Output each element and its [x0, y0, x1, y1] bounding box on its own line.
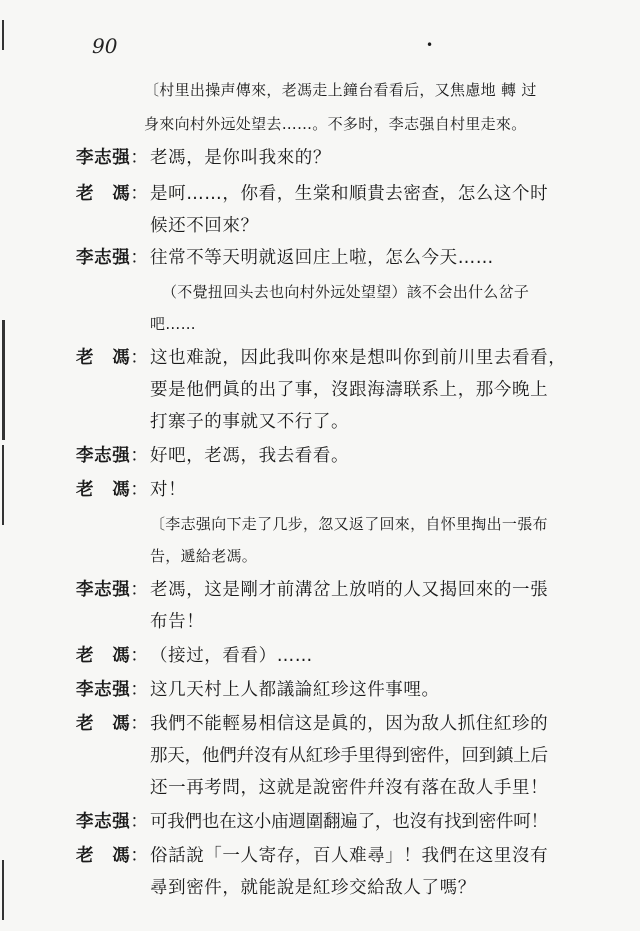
- stage-direction-line: 〔村里出操声傳來，老馮走上鐘台看看后，又焦慮地 轉 过: [144, 81, 537, 99]
- speaker-label: 老 馮：: [76, 646, 149, 666]
- dialogue-line: 打寨子的事就又不行了。: [150, 412, 350, 432]
- speaker-label: 李志强：: [76, 148, 149, 168]
- dialogue-line: 对！: [150, 480, 187, 500]
- stage-direction-line: 身來向村外远处望去……。不多时，李志强自村里走來。: [144, 115, 527, 133]
- stage-direction-line: （不覺扭回头去也向村外远处望望）該不会出什么岔子: [162, 283, 530, 301]
- speaker-label: 李志强：: [76, 680, 149, 700]
- speaker-label: 李志强：: [76, 812, 149, 832]
- speaker-label: 老 馮：: [76, 184, 149, 204]
- page-number: 90: [92, 34, 118, 58]
- speaker-label: 李志强：: [76, 248, 149, 268]
- dialogue-line: 要是他們眞的出了事，沒跟海濤联系上，那今晚上: [150, 380, 549, 400]
- dialogue-line: 那天，他們幷沒有从紅珍手里得到密件，回到鎮上后: [150, 746, 548, 766]
- dialogue-line: 我們不能輕易相信这是眞的，因为敌人抓住紅珍的: [150, 714, 549, 734]
- speaker-label: 李志强：: [76, 580, 149, 600]
- dialogue-line: 好吧，老馮，我去看看。: [150, 446, 350, 466]
- dialogue-line: 是呵……，你看，生棠和順貴去密查，怎么这个时: [150, 184, 549, 204]
- speaker-label: 老 馮：: [76, 480, 149, 500]
- binding-edge: [0, 0, 10, 931]
- dialogue-line: 可我們也在这小庙週圍翻遍了，也沒有找到密件呵！: [150, 812, 548, 832]
- dialogue-line: 布告！: [150, 612, 205, 632]
- dialogue-line: 还一再考問，这就是說密件幷沒有落在敌人手里！: [150, 778, 549, 798]
- dialogue-line: 候还不回來？: [150, 216, 259, 236]
- header-dot: •: [426, 38, 434, 52]
- dialogue-line: 这也难說，因此我叫你來是想叫你到前川里去看看，: [150, 348, 567, 368]
- speaker-label: 李志强：: [76, 446, 149, 466]
- dialogue-line: 往常不等天明就返回庄上啦，怎么今天……: [150, 248, 494, 268]
- stage-direction-line: 告，遞給老馮。: [150, 547, 258, 565]
- dialogue-line: 这几天村上人都議論紅珍这件事哩。: [150, 680, 440, 700]
- stage-direction-line: 吧……: [150, 315, 196, 333]
- dialogue-line: 俗話說「一人寄存，百人难尋」！我們在这里沒有: [150, 846, 549, 866]
- dialogue-line: 老馮，是你叫我來的？: [150, 148, 331, 168]
- dialogue-line: 尋到密件，就能說是紅珍交給敌人了嗎？: [150, 878, 476, 898]
- dialogue-line: 老馮，这是剛才前溝岔上放哨的人又揭回來的一張: [150, 580, 549, 600]
- stage-direction-line: 〔李志强向下走了几步，忽又返了回來，自怀里掏出一張布: [150, 515, 548, 533]
- dialogue-line: （接过，看看）……: [150, 646, 313, 666]
- speaker-label: 老 馮：: [76, 846, 149, 866]
- speaker-label: 老 馮：: [76, 714, 149, 734]
- speaker-label: 老 馮：: [76, 348, 149, 368]
